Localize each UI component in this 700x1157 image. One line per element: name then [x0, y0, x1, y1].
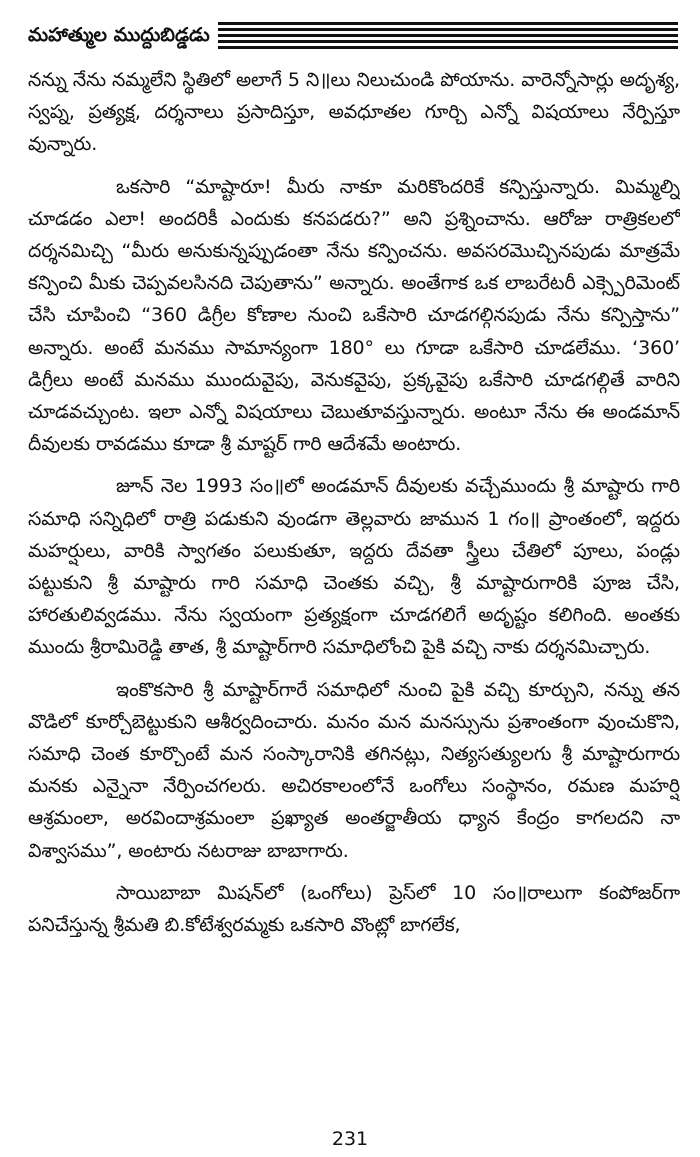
header-rule — [218, 34, 678, 37]
paragraph-4: ఇంకొకసారి శ్రీ మాష్టార్‌గారే సమాధిలో నుంచి పైకి వచ్చి కూర్చుని, నన్ను తన వొడిలో కూర్చోబెట్టుకుని ఆశీర్వదించారు. మనం మన మనస్సును ప్రశాంతంగా వుంచుకొని, సమాధి చెంత కూర్చొంటే మన సంస్కారానికి తగినట్లు, నిత్యసత్యులగు శ్రీ మాష్టారుగారు మనకు ఎన్నైనా నేర్పించగలరు. అచిరకాలంలోనే ఒంగోలు సంస్థానం, రమణ మహర్షి ఆశ్రమంలా, అరవిందాశ్రమంలా ప్రఖ్యాత అంతర్జాతీయ ధ్యాన కేంద్రం కాగలదని నా విశ్వాసము”, అంటారు నటరాజు బాబాగారు. — [28, 678, 680, 862]
page-number: 231 — [331, 1128, 369, 1150]
paragraph-3: జూన్ నెల 1993 సం॥లో అండమాన్ దీవులకు వచ్చేముందు శ్రీ మాష్టారు గారి సమాధి సన్నిధిలో రాత్రి పడుకుని వుండగా తెల్లవారు జామున 1 గం॥ ప్రాంతంలో, ఇద్దరు మహర్షులు, వారికి స్వాగతం పలుకుతూ, ఇద్దరు దేవతా స్త్రీలు చేతిలో పూలు, పండ్లు పట్టుకుని శ్రీ మాష్టారు గారి సమాధి చెంతకు వచ్చి, శ్రీ మాష్టారుగారికి పూజ చేసి, హారతులివ్వడము. నేను స్వయంగా ప్రత్యక్షంగా చూడగలిగే అదృష్టం కలిగింది. అంతకు ముందు శ్రీరామిరెడ్డి తాత, శ్రీ మాష్టార్‌గారి సమాధిలోంచి పైకి వచ్చి నాకు దర్శనమిచ్చారు. — [28, 475, 680, 659]
header-rule — [218, 28, 678, 31]
running-title: మహాత్ముల ముద్దుబిడ్డడు — [28, 24, 210, 46]
header-rule — [218, 22, 678, 25]
page-body — [28, 64, 680, 1114]
paragraph-5: సాయిబాబా మిషన్‌లో (ఒంగోలు) ప్రెస్‌లో 10 సం॥రాలుగా కంపోజర్‌గా పనిచేస్తున్న శ్రీమతి బి.కోటేశ్వరమ్మకు ఒకసారి వొంట్లో బాగలేక, — [28, 881, 680, 937]
header-rules — [218, 22, 678, 52]
header-rule — [218, 46, 678, 49]
paragraph-2: ఒకసారి “మాష్టారూ! మీరు నాకూ మరికొందరికే కన్పిస్తున్నారు. మిమ్మల్ని చూడడం ఎలా! అందరికీ ఎందుకు కనపడరు?” అని ప్రశ్నించాను. ఆరోజు రాత్రికలలో దర్శనమిచ్చి “మీరు అనుకున్నప్పుడంతా నేను కన్పించను. అవసరమొచ్చినపుడు మాత్రమే కన్పించి మీకు చెప్పవలసినది చెపుతాను” అన్నారు. అంతేగాక ఒక లాబరేటరీ ఎక్స్పెరిమెంట్ చేసి చూపించి “360 డిగ్రీల కోణాల నుంచి ఒకేసారి చూడగల్గినపుడు నేను కన్పిస్తాను” అన్నారు. అంటే మనము సామాన్యంగా 180° లు గూడా ఒకేసారి చూడలేము. ‘360’ డిగ్రీలు అంటే మనము ముందువైపు, వెనుకవైపు, ప్రక్కవైపు ఒకేసారి చూడగల్గితే వారిని చూడవచ్చుంట. ఇలా ఎన్నో విషయాలు చెబుతూవస్తున్నారు. అంటూ నేను ఈ అండమాన్ దీవులకు రావడము కూడా శ్రీ మాష్టర్ గారి ఆదేశమే అంటారు. — [28, 175, 680, 456]
paragraph-1: నన్ను నేను నమ్మలేని స్థితిలో అలాగే 5 ని॥లు నిలుచుండి పోయాను. వారెన్నోసార్లు అదృశ్య, స్వప్న, ప్రత్యక్ష, దర్శనాలు ప్రసాదిస్తూ, అవధూతల గూర్చి ఎన్నో విషయాలు నేర్పిస్తూ వున్నారు. — [28, 69, 680, 156]
header-rule — [218, 40, 678, 43]
page-header — [28, 18, 678, 58]
